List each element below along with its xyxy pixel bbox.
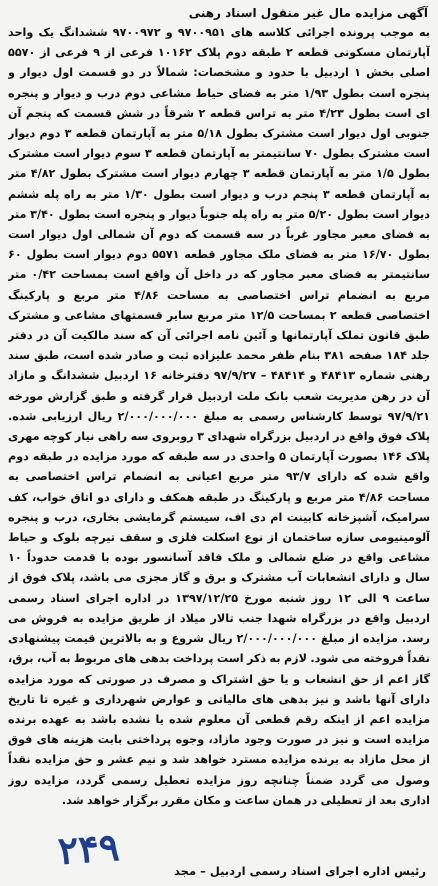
notice-body: به موجب پرونده اجرائی کلاسه های ۹۷۰۰۹۵۱ و ۹۷۰۰۹۷۲ ششدانگ یک واحد آپارتمان مسکونی قطعه ۲ طبقه دوم پلاک ۱۰۱۶۲ فرعی از ۹ فرعی از ۵۵۷۰ اصلی بخش ۱ اردبیل با حدود و مشخصات: شمالاً در دو قسمت اول دیوار و پنجره است بطول ۱/۹۳ متر به فضای حیاط مشاعی دوم درب و دیوار و پنجره ای است بطول ۴/۲۳ متر به تراس قطعه ۲ شرقاً در شش قسمت که پنجم آن جنوبی اول دیوار است مشترک بطول ۵/۱۸ متر به آپارتمان قطعه ۳ دوم دیوار است مشترک بطول ۷۰ سانتیمتر به آپارتمان قطعه ۳ سوم دیوار است مشترک بطول ۱/۵ متر به آپارتمان قطعه ۳ چهارم دیوار است مشترک بطول ۴/۸۲ متر به آپارتمان قطعه ۳ پنجم درب و دیوار است بطول ۱/۳۰ متر به راه پله ششم دیوار است بطول ۵/۲۰ متر به راه پله جنوباً دیوار و پنجره است بطول ۳/۴۰ متر به فضای معبر مجاور غرباً در سه قسمت که دوم آن شمالی اول دیوار است بطول ۱۶/۷۰ متر به فضای ملک مجاور قطعه ۵۵۷۱ دوم دیوار است بطول ۶۰ سانتیمتر به فضای معبر مجاور که در داخل آن واقع است بمساحت ۰/۴۲ متر مربع به انضمام تراس اختصاصی به مساحت ۴/۸۶ متر مربع و پارکینگ اختصاصی قطعه ۲ بمساحت ۱۲/۵ متر مربع سایر قسمتهای مشاعی و مشترک طبق قانون تملک آپارتمانها و آئین نامه اجرائی آن که سند مالکیت آن در دفتر جلد ۱۸۴ صفحه ۳۸۱ بنام ظفر محمد علیزاده ثبت و صادر شده است، طبق سند رهنی شماره ۴۸۴۱۳ و ۴۸۴۱۴ – ۹۷/۹/۲۷ دفترخانه ۱۶ اردبیل ششدانگ و مازاد آن در رهن مدیریت شعب بانک ملت اردبیل قرار گرفته و طبق گزارش مورخه ۹۷/۹/۲۱ توسط کارشناس رسمی به مبلغ ۲/۰۰۰/۰۰۰/۰۰۰ ریال ارزیابی شده. پلاک فوق واقع در اردبیل بزرگراه شهدای ۳ روبروی سه راهی نیار کوچه مهری پلاک ۱۴۶ بصورت آپارتمان ۵ واحدی در سه طبقه که مورد مزایده در طبقه دوم واقع شده که دارای ۹۳/۷ متر مربع اعیانی به انضمام تراس اختصاصی به مساحت ۴/۸۶ متر مربع و پارکینگ در طبقه همکف و دارای دو اتاق خواب، کف سرامیک، آشپزخانه کابینت ام دی اف، سیستم گرمایشی بخاری، درب و پنجره آلومینیومی سازه ساختمان از نوع اسکلت فلزی و سقف تیرچه بلوک و حیاط مشاعی واقع در ضلع شمالی و ملک فاقد آسانسور بوده با قدمت حدوداً ۱۰ سال و دارای انشعابات آب مشترک و برق و گاز مجزی می باشد، پلاک فوق از ساعت ۹ الی ۱۲ روز شنبه مورخ ۱۳۹۷/۱۲/۲۵ در اداره اجرای اسناد رسمی اردبیل واقع در بزرگراه شهدا جنب تالار میلاد از طریق مزایده به فروش می رسد. مزایده از مبلغ ۲/۰۰۰/۰۰۰/۰۰۰ ریال شروع و به بالاترین قیمت پیشنهادی نقداً فروخته می شود. لازم به ذکر است پرداخت بدهی های مربوط به آب، برق، گاز اعم از حق انشعاب و یا حق اشتراک و مصرف در صورتی که مورد مزایده دارای آنها باشد و نیز بدهی های مالیاتی و عوارض شهرداری و غیره تا تاریخ مزایده اعم از اینکه رقم قطعی آن معلوم شده یا نشده باشد به عهده برنده مزایده است و نیز در صورت وجود مازاد، وجوه پرداختی بابت هزینه های فوق از محل مازاد به برنده مزایده مسترد خواهد شد و نیم عشر و حق مزایده نقداً وصول می گردد ضمناً چنانچه روز مزایده تعطیل رسمی گردد، مزایده روز اداری بعد از تعطیلی در همان ساعت و مکان مقرر برگزار خواهد شد. (8, 26, 430, 807)
handwritten-number: ۲۴۹ (56, 823, 121, 874)
notice-footer (0, 824, 438, 886)
notice-title: آگهی مزایده مال غیر منقول اسناد رهنی (188, 6, 428, 20)
signature-line: رئیس اداره اجرای اسناد رسمی اردبیل – مجد (174, 864, 426, 878)
